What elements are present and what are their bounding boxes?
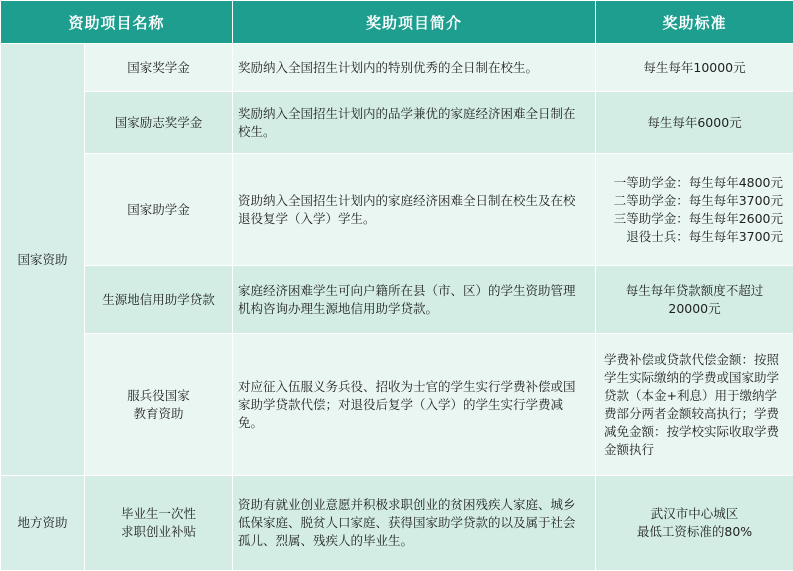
project-description: 家庭经济困难学生可向户籍所在县（市、区）的学生资助管理机构咨询办理生源地信用助学贷款。 [233, 266, 596, 334]
table-row [1, 266, 793, 334]
project-description: 资助有就业创业意愿并积极求职创业的贫困残疾人家庭、城乡低保家庭、脱贫人口家庭、获得国家助学贷款的以及属于社会孤儿、烈属、残疾人的毕业生。 [233, 476, 596, 571]
project-description: 奖励纳入全国招生计划内的品学兼优的家庭经济困难全日制在校生。 [233, 92, 596, 154]
project-name: 国家助学金 [85, 154, 233, 266]
aid-standard: 每生每年6000元 [596, 92, 793, 154]
header-row [1, 1, 793, 44]
project-name: 国家奖学金 [85, 44, 233, 92]
aid-standard: 学费补偿或贷款代偿金额：按照学生实际缴纳的学费或国家助学贷款（本金+利息）用于缴纳学费部分两者金额较高执行；学费减免金额：按学校实际收取学费金额执行 [596, 334, 793, 476]
table-row [1, 44, 793, 92]
project-description: 对应征入伍服义务兵役、招收为士官的学生实行学费补偿或国家助学贷款代偿；对退役后复学（入学）的学生实行学费减免。 [233, 334, 596, 476]
table-row [1, 92, 793, 154]
project-description: 资助纳入全国招生计划内的家庭经济困难全日制在校生及在校退役复学（入学）学生。 [233, 154, 596, 266]
header-project-intro: 奖助项目简介 [233, 1, 596, 44]
aid-standard: 每生每年10000元 [596, 44, 793, 92]
table-row [1, 476, 793, 571]
header-project-name: 资助项目名称 [1, 1, 233, 44]
project-name: 服兵役国家 教育资助 [85, 334, 233, 476]
project-description: 奖励纳入全国招生计划内的特别优秀的全日制在校生。 [233, 44, 596, 92]
table-row [1, 334, 793, 476]
table-row [1, 154, 793, 266]
aid-standard: 一等助学金：每生每年4800元 二等助学金：每生每年3700元 三等助学金：每生每年2600元 退役士兵：每生每年3700元 [596, 154, 793, 266]
aid-standard: 武汉市中心城区 最低工资标准的80% [596, 476, 793, 571]
project-name: 国家励志奖学金 [85, 92, 233, 154]
project-name: 毕业生一次性 求职创业补贴 [85, 476, 233, 571]
category-national: 国家资助 [1, 44, 85, 476]
project-name: 生源地信用助学贷款 [85, 266, 233, 334]
aid-standard: 每生每年贷款额度不超过 20000元 [596, 266, 793, 334]
header-standard: 奖助标准 [596, 1, 793, 44]
category-local: 地方资助 [1, 476, 85, 571]
